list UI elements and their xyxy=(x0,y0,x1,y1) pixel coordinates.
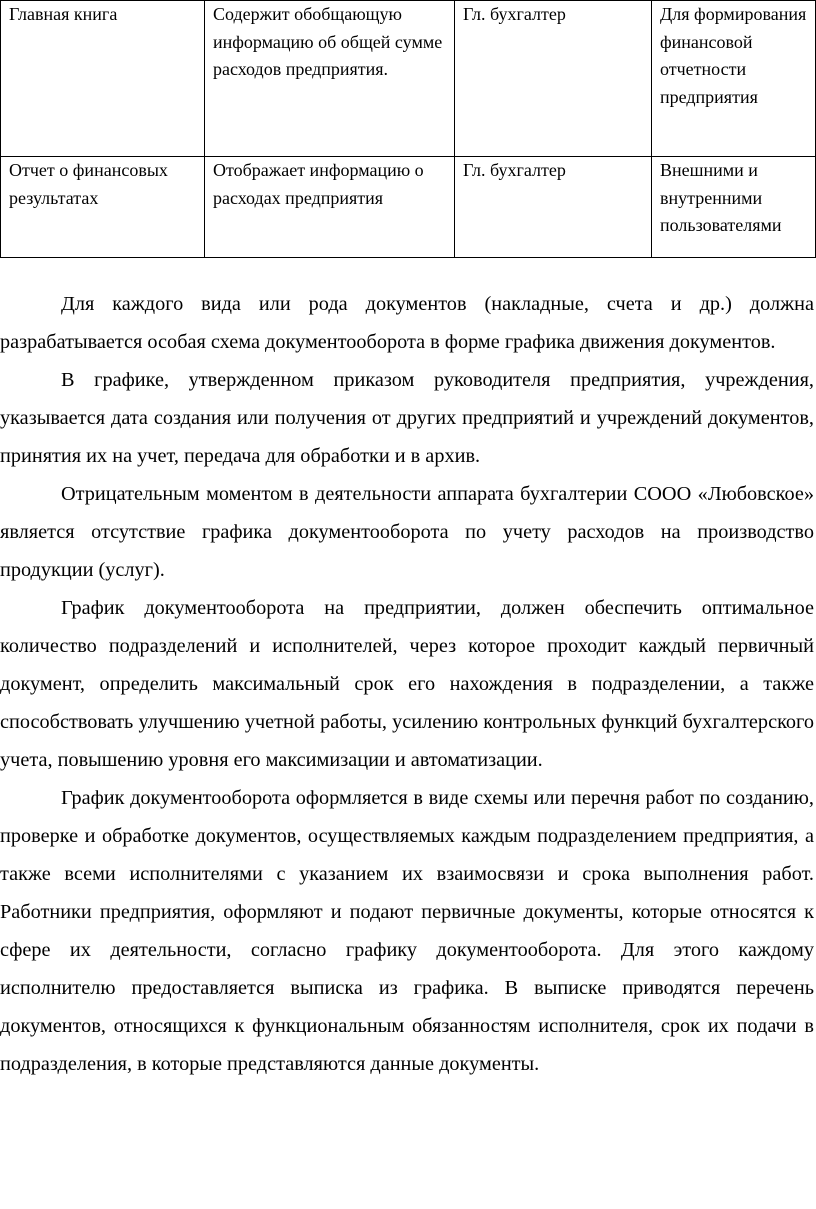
paragraph: Отрицательным моментом в деятельности аппарата бухгалтерии СООО «Любовское» является отсутствие графика документооборота по учету расходов на производство продукции (услуг). xyxy=(0,483,814,581)
cell-purpose: Для формирования финансовой отчетности предприятия xyxy=(652,1,816,157)
cell-content: Отображает информацию о расходах предприятия xyxy=(205,157,455,258)
cell-purpose: Внешними и внутренними пользователями xyxy=(652,157,816,258)
cell-document-name: Отчет о финансовых результатах xyxy=(1,157,205,258)
table-row xyxy=(1,1,816,157)
document-flow-table xyxy=(0,0,816,258)
paragraph: В графике, утвержденном приказом руководителя предприятия, учреждения, указывается дата создания или получения от других предприятий и учреждений документов, принятия их на учет, передача для обработки и в архив. xyxy=(0,369,814,467)
paragraph: Для каждого вида или рода документов (накладные, счета и др.) должна разрабатывается особая схема документооборота в форме графика движения документов. xyxy=(0,293,814,353)
cell-responsible: Гл. бухгалтер xyxy=(455,157,652,258)
paragraph: График документооборота на предприятии, должен обеспечить оптимальное количество подразделений и исполнителей, через которое проходит каждый первичный документ, определить максимальный срок его нахождения в подразделении, а также способствовать улучшению учетной работы, усилению контрольных функций бухгалтерского учета, повышению уровня его максимизации и автоматизации. xyxy=(0,597,814,771)
table-row xyxy=(1,157,816,258)
paragraph: График документооборота оформляется в виде схемы или перечня работ по созданию, проверке и обработке документов, осуществляемых каждым подразделением предприятия, а также всеми исполнителями с указанием их взаимосвязи и срока выполнения работ. Работники предприятия, оформляют и подают первичные документы, которые относятся к сфере их деятельности, согласно графику документооборота. Для этого каждому исполнителю предоставляется выписка из графика. В выписке приводятся перечень документов, относящихся к функциональным обязанностям исполнителя, срок их подачи в подразделения, в которые представляются данные документы. xyxy=(0,787,814,1075)
body-text xyxy=(0,285,814,1083)
cell-content: Содержит обобщающую информацию об общей сумме расходов предприятия. xyxy=(205,1,455,157)
cell-responsible: Гл. бухгалтер xyxy=(455,1,652,157)
cell-document-name: Главная книга xyxy=(1,1,205,157)
